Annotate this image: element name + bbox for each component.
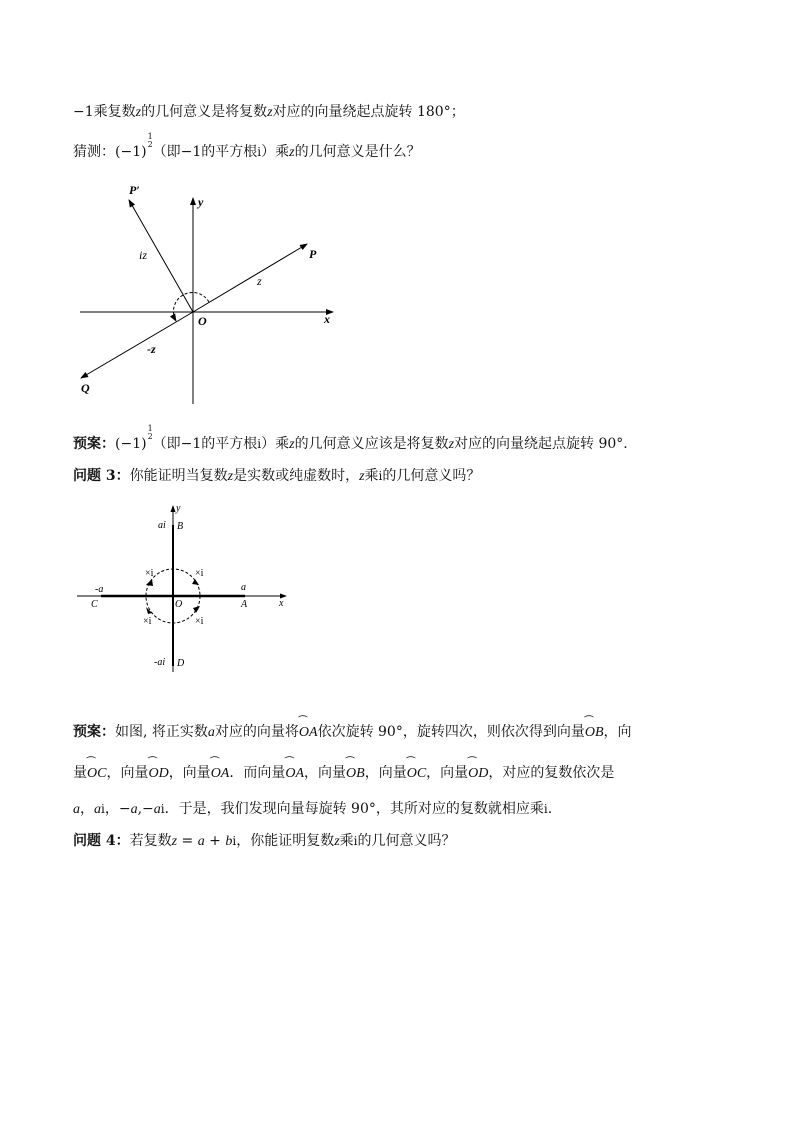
plan-answer-2-line-1: 预案：如图, 将正实数a对应的向量将⏜ OA依次旋转 90°，旋转四次，则依次得到向量⏜ OB，向 (73, 722, 632, 743)
label-x: x (324, 312, 330, 326)
label-iz: iz (139, 248, 148, 262)
plan-answer-1: 预案：(−1) 1 2 （即−1的平方根i）乘z的几何意义应该是将复数z对应的向量绕起点旋转 90°. (73, 424, 628, 452)
label-y: y (176, 503, 181, 514)
vector-q (81, 312, 193, 378)
label-a-point: A (241, 599, 248, 610)
label-c: C (91, 599, 98, 610)
label-x: x (279, 598, 284, 609)
vector-p (193, 244, 307, 312)
label-xi-br: ×i (195, 616, 204, 627)
question-4: 问题 4：若复数z = a + bi，你能证明复数z乘i的几何意义吗？ (73, 833, 456, 849)
label-ai: ai (158, 520, 166, 531)
figure-quarter-rotations (75, 500, 300, 680)
label-p-prime: P′ (129, 183, 140, 197)
label-o: O (175, 599, 183, 610)
guess-question: 猜测：(−1) 1 2 （即−1的平方根i）乘z的几何意义是什么？ (73, 132, 421, 160)
label-q: Q (81, 381, 90, 395)
label-b: B (177, 521, 184, 532)
label-neg-z: -z (147, 342, 156, 356)
label-neg-a: -a (95, 584, 104, 595)
label-a: a (241, 582, 246, 593)
label-p: P (309, 247, 317, 261)
label-neg-ai: -ai (154, 657, 166, 668)
plan-answer-2-line-2: 量⏜ OC，向量⏜ OD，向量⏜ OA．而向量⏜ OA，向量⏜ OB，向量⏜ OC，向量⏜ OD，对应的复数依次是 (73, 763, 614, 784)
label-xi-tr: ×i (195, 568, 204, 579)
label-y: y (198, 195, 204, 209)
figure-rotation-vectors (75, 180, 345, 405)
label-d: D (177, 658, 185, 669)
label-xi-tl: ×i (145, 568, 154, 579)
label-z: z (257, 274, 262, 288)
paragraph-line-1: −1乘复数z的几何意义是将复数z对应的向量绕起点旋转 180°； (73, 104, 465, 120)
plan-answer-2-line-3: a，ai，−a,−ai．于是，我们发现向量每旋转 90°，其所对应的复数就相应乘i. (73, 801, 553, 817)
label-xi-bl: ×i (143, 616, 152, 627)
label-o: O (198, 314, 207, 328)
question-3: 问题 3：你能证明当复数z是实数或纯虚数时，z乘i的几何意义吗？ (73, 468, 481, 484)
